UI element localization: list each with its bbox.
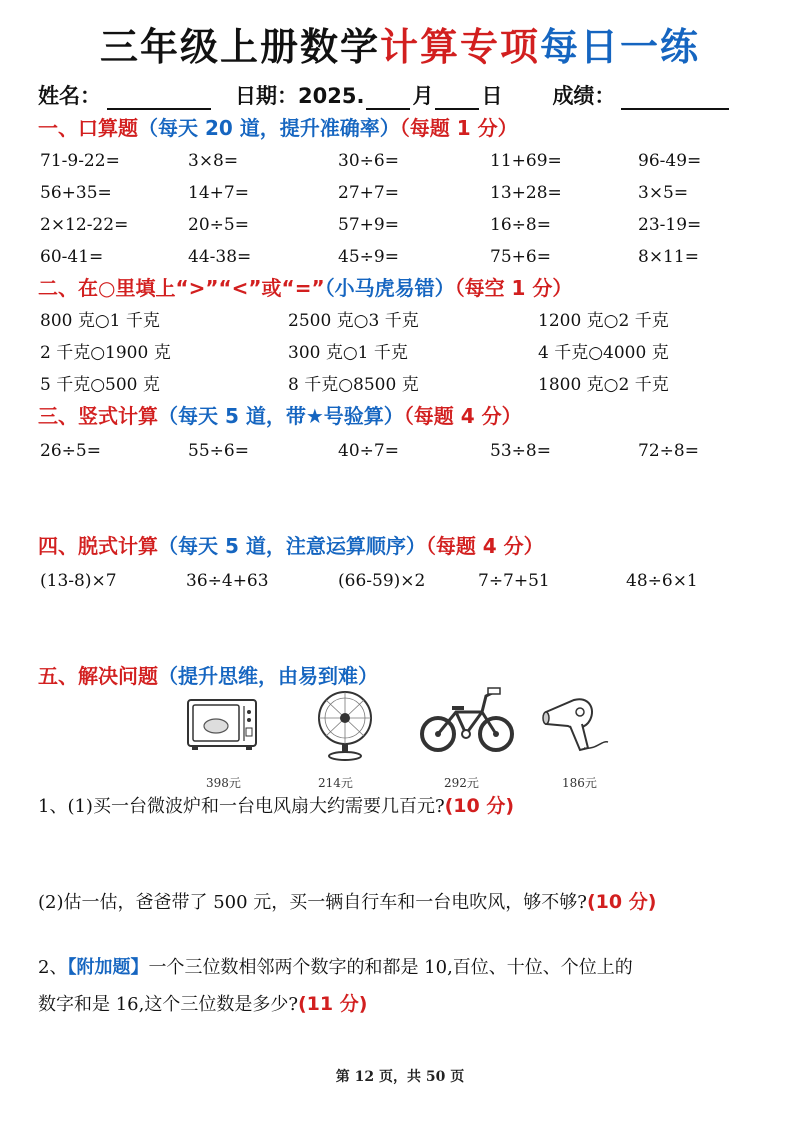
oral-problem-item: 44-38= — [188, 247, 252, 267]
problem-1-1-text: 1、(1)买一台微波炉和一台电风扇大约需要几百元? — [38, 796, 445, 817]
problem-2-line1 — [38, 950, 768, 986]
oral-problem-row — [40, 242, 770, 272]
compare-problem-item: 800 克○1 千克 — [40, 311, 160, 331]
oral-problem-item: 75+6= — [490, 247, 551, 267]
section-stepwise-heading — [38, 532, 544, 560]
oral-problem-item: 11+69= — [490, 151, 562, 171]
compare-problem-item: 2 千克○1900 克 — [40, 343, 171, 363]
problem-2-text-2: 数字和是 16,这个三位数是多少? — [38, 994, 298, 1015]
oral-problem-item: 3×8= — [188, 151, 239, 171]
problem-2-text-1: 一个三位数相邻两个数字的和都是 10,百位、十位、个位上的 — [148, 957, 633, 978]
compare-problem-item: 300 克○1 千克 — [288, 343, 408, 363]
problem-1-1 — [38, 788, 768, 825]
problem-1-2-score: (10 分) — [586, 891, 657, 913]
compare-problem-row — [40, 370, 770, 400]
day-blank[interactable] — [435, 86, 479, 110]
problem-2 — [38, 950, 768, 1023]
compare-problem-item: 4 千克○4000 克 — [538, 343, 669, 363]
bicycle-icon — [418, 686, 516, 754]
problem-2-number: 2、 — [38, 957, 68, 978]
oral-problem-item: 27+7= — [338, 183, 399, 203]
oral-problem-item: 20÷5= — [188, 215, 249, 235]
fan-price: 214元 — [318, 776, 353, 790]
oral-problem-item: 45÷9= — [338, 247, 399, 267]
page-number: 第 12 页，共 50 页 — [335, 1069, 465, 1085]
vertical-problem-item: 72÷8= — [638, 441, 699, 461]
oral-problem-row — [40, 146, 770, 176]
stepwise-problem-item: (66-59)×2 — [338, 571, 426, 591]
title-topic: 计算专项 — [379, 25, 540, 69]
compare-problem-row — [40, 338, 770, 368]
stepwise-problem-item: 48÷6×1 — [626, 571, 698, 591]
section-vertical-heading — [38, 402, 522, 430]
day-label: 日 — [481, 84, 503, 108]
month-blank[interactable] — [366, 86, 410, 110]
stepwise-problem-item: 36÷4+63 — [186, 571, 269, 591]
name-blank[interactable] — [107, 86, 211, 110]
page-title — [0, 22, 800, 72]
microwave-price: 398元 — [206, 776, 241, 790]
oral-problem-item: 57+9= — [338, 215, 399, 235]
oral-problem-item: 30÷6= — [338, 151, 399, 171]
title-grade: 三年级上册数学 — [99, 25, 380, 69]
section-stepwise-note: （每天 5 道，注意运算顺序） — [158, 534, 426, 558]
section-vertical-title: 三、竖式计算 — [38, 404, 158, 428]
compare-problem-row — [40, 306, 770, 336]
section-compare-score: （每空 1 分） — [454, 276, 573, 300]
section-oral-note: （每天 20 道，提升准确率） — [138, 116, 400, 140]
oral-problem-item: 13+28= — [490, 183, 562, 203]
student-info-line — [38, 80, 768, 110]
vertical-problem-item: 40÷7= — [338, 441, 399, 461]
problem-1-2-text: (2)估一估，爸爸带了 500 元，买一辆自行车和一台电吹风，够不够? — [38, 892, 587, 913]
bonus-badge: 【附加题】 — [67, 957, 149, 978]
name-label: 姓名： — [38, 84, 101, 108]
oral-problem-item: 60-41= — [40, 247, 104, 267]
compare-problem-item: 1800 克○2 千克 — [538, 375, 669, 395]
section-vertical-score: （每题 4 分） — [403, 404, 522, 428]
stepwise-problem-item: 7÷7+51 — [478, 571, 550, 591]
section-compare-title: 二、在○里填上“>”“<”或“=” — [38, 276, 325, 300]
compare-problem-item: 8 千克○8500 克 — [288, 375, 419, 395]
section-oral-title: 一、口算题 — [38, 116, 138, 140]
oral-problem-item: 96-49= — [638, 151, 702, 171]
bicycle-price: 292元 — [444, 776, 479, 790]
oral-problem-item: 3×5= — [638, 183, 689, 203]
stepwise-problem-item: (13-8)×7 — [40, 571, 117, 591]
vertical-problem-item: 53÷8= — [490, 441, 551, 461]
problem-1-1-score: (10 分) — [444, 795, 515, 817]
stepwise-problems — [40, 566, 770, 596]
section-stepwise-score: （每题 4 分） — [425, 534, 544, 558]
oral-problem-row — [40, 210, 770, 240]
section-word-heading — [38, 662, 378, 690]
dryer-price: 186元 — [562, 776, 597, 790]
problem-1-2 — [38, 884, 768, 921]
compare-problem-item: 2500 克○3 千克 — [288, 311, 419, 331]
hair-dryer-icon — [540, 690, 612, 756]
oral-problem-item: 8×11= — [638, 247, 699, 267]
section-oral-score: （每题 1 分） — [399, 116, 518, 140]
vertical-problem-item: 55÷6= — [188, 441, 249, 461]
score-label: 成绩： — [552, 84, 616, 108]
date-label: 日期：2025. — [235, 84, 365, 108]
compare-problem-item: 1200 克○2 千克 — [538, 311, 669, 331]
section-compare-heading — [38, 274, 572, 302]
problem-2-line2 — [38, 986, 768, 1023]
oral-problem-row — [40, 178, 770, 208]
score-blank[interactable] — [621, 86, 729, 110]
oral-problem-item: 23-19= — [638, 215, 702, 235]
section-word-note: （提升思维，由易到难） — [158, 664, 378, 688]
section-vertical-note: （每天 5 道，带★号验算） — [158, 404, 404, 428]
problem-2-score: (11 分) — [298, 993, 368, 1015]
oral-problem-item: 71-9-22= — [40, 151, 120, 171]
electric-fan-icon — [314, 688, 376, 762]
oral-problem-item: 2×12-22= — [40, 215, 129, 235]
vertical-problem-item: 26÷5= — [40, 441, 101, 461]
oral-problem-item: 14+7= — [188, 183, 249, 203]
microwave-icon — [186, 696, 260, 752]
compare-problem-item: 5 千克○500 克 — [40, 375, 160, 395]
oral-problem-item: 56+35= — [40, 183, 112, 203]
month-label: 月 — [412, 84, 434, 108]
vertical-problems — [40, 436, 770, 466]
section-stepwise-title: 四、脱式计算 — [38, 534, 158, 558]
section-oral-heading — [38, 114, 518, 142]
section-word-title: 五、解决问题 — [38, 664, 158, 688]
section-compare-note: （小马虎易错） — [324, 276, 455, 300]
oral-problem-item: 16÷8= — [490, 215, 551, 235]
title-daily: 每日一练 — [540, 25, 701, 69]
